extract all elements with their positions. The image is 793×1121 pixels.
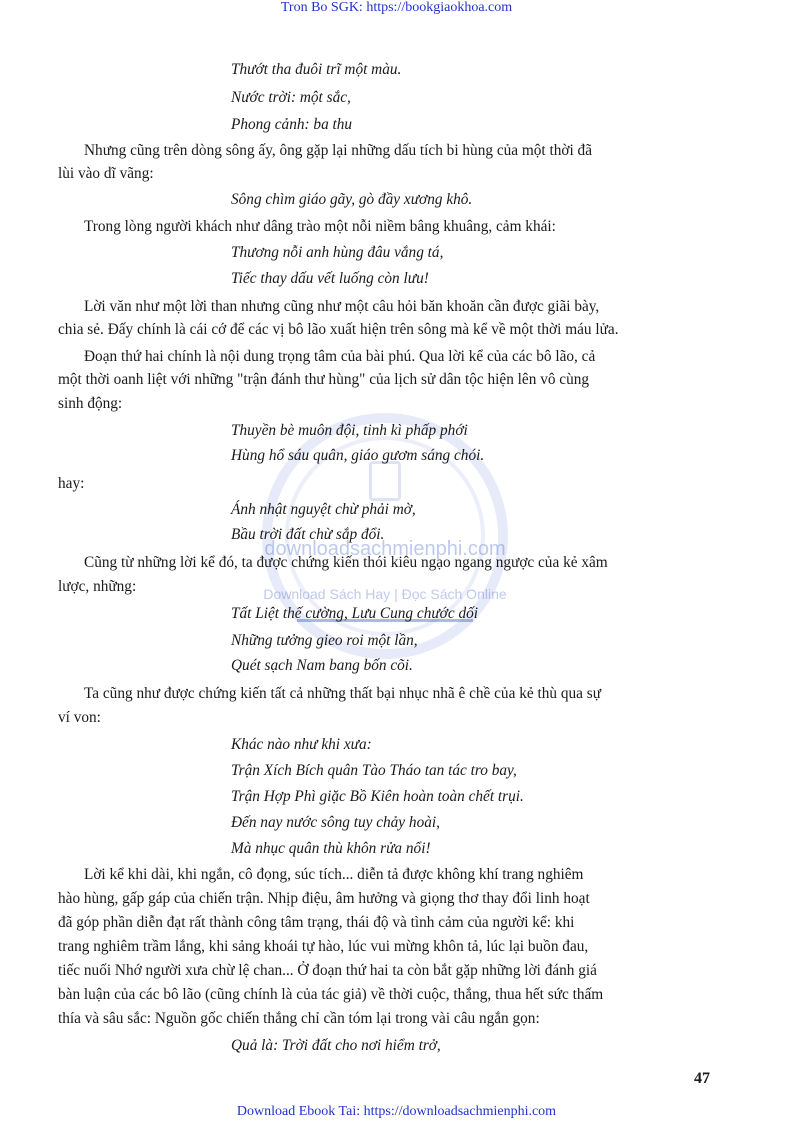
prose-line: trang nghiêm trầm lắng, khi sảng khoái tự hào, lúc vui mừng khôn tả, lúc lại buồn đau, [58, 938, 589, 955]
prose-line: Cũng từ những lời kể đó, ta được chứng kiến thói kiêu ngạo ngang ngược của kẻ xâm [84, 554, 608, 571]
prose-line: một thời oanh liệt với những "trận đánh thư hùng" của lịch sử dân tộc hiện lên vô cùng [58, 371, 590, 388]
verse-line: Bầu trời đất chừ sắp đổi. [231, 526, 385, 543]
verse-line: Thương nỗi anh hùng đâu vắng tá, [231, 244, 444, 261]
verse-line: Phong cảnh: ba thu [231, 116, 353, 133]
verse-line: Tất Liệt thế cường, Lưu Cung chước dối [231, 605, 479, 622]
prose-line: chia sẻ. Đấy chính là cái cớ để các vị bô lão xuất hiện trên sông mà kể về một thời máu lửa. [58, 321, 619, 338]
watermark-site: downloadsachmienphi.com [264, 538, 506, 560]
verse-line: Tiếc thay dấu vết luống còn lưu! [231, 270, 429, 287]
prose-line: Trong lòng người khách như dâng trào một nỗi niềm bâng khuâng, cảm khái: [84, 218, 556, 235]
verse-line: Những tưởng gieo roi một lần, [231, 632, 418, 649]
prose-line: thía và sâu sắc: Nguồn gốc chiến thắng chỉ cần tóm lại trong vài câu ngắn gọn: [58, 1010, 540, 1027]
verse-line: Mà nhục quân thù khôn rửa nổi! [231, 840, 431, 857]
footer-link[interactable]: Download Ebook Tai: https://downloadsachmienphi.com [236, 1104, 557, 1119]
verse-line: Trận Xích Bích quân Tào Tháo tan tác tro bay, [231, 762, 517, 779]
verse-line: Thuyền bè muôn đội, tinh kì phấp phới [231, 422, 468, 439]
prose-line: Lời văn như một lời than nhưng cũng như một câu hỏi băn khoăn cần được giãi bày, [84, 298, 600, 315]
prose-line: tiếc nuối Nhớ người xưa chừ lệ chan... Ở đoạn thứ hai ta còn bắt gặp những lời đánh giá [58, 962, 597, 979]
verse-line: Quét sạch Nam bang bốn cõi. [231, 657, 413, 674]
watermark-tagline: Download Sách Hay | Đọc Sách Online [263, 586, 507, 602]
prose-line: bàn luận của các bô lão (cũng chính là của tác giả) về thời cuộc, thắng, thua hết sức thấm [58, 986, 604, 1003]
prose-line: Lời kể khi dài, khi ngắn, cô đọng, súc tích... diễn tả được không khí trang nghiêm [84, 866, 584, 883]
prose-line: Ta cũng như được chứng kiến tất cả những thất bại nhục nhã ê chề của kẻ thù qua sự [84, 685, 601, 702]
verse-line: Quả là: Trời đất cho nơi hiểm trở, [231, 1037, 441, 1054]
verse-line: Thướt tha đuôi trĩ một màu. [231, 61, 402, 78]
prose-line: Nhưng cũng trên dòng sông ấy, ông gặp lại những dấu tích bi hùng của một thời đã [84, 142, 592, 159]
page-number: 47 [694, 1070, 710, 1087]
prose-line: ví von: [58, 709, 101, 726]
prose-line: đã góp phần diễn đạt rất thành công tâm trạng, thái độ và tình cảm của người kể: khi [58, 914, 575, 931]
prose-line: lược, những: [58, 578, 137, 595]
prose-line: lùi vào dĩ vãng: [58, 165, 154, 182]
verse-line: Hùng hổ sáu quân, giáo gươm sáng chói. [231, 447, 485, 464]
verse-line: Sông chìm giáo gãy, gò đầy xương khô. [231, 191, 473, 208]
verse-line: Nước trời: một sắc, [231, 89, 351, 106]
verse-line: Khác nào như khi xưa: [231, 736, 372, 753]
prose-line: hay: [58, 475, 85, 492]
book-icon [369, 461, 401, 501]
prose-line: hào hùng, gấp gáp của chiến trận. Nhịp điệu, âm hưởng và giọng thơ thay đổi linh hoạt [58, 890, 590, 907]
verse-line: Ánh nhật nguyệt chừ phải mờ, [231, 501, 416, 518]
header-link[interactable]: Tron Bo SGK: https://bookgiaokhoa.com [280, 0, 513, 15]
verse-line: Trận Hợp Phì giặc Bồ Kiên hoàn toàn chết trụi. [231, 788, 524, 805]
verse-line: Đến nay nước sông tuy chảy hoài, [231, 814, 440, 831]
prose-line: sinh động: [58, 395, 123, 412]
prose-line: Đoạn thứ hai chính là nội dung trọng tâm của bài phú. Qua lời kể của các bô lão, cả [84, 348, 596, 365]
